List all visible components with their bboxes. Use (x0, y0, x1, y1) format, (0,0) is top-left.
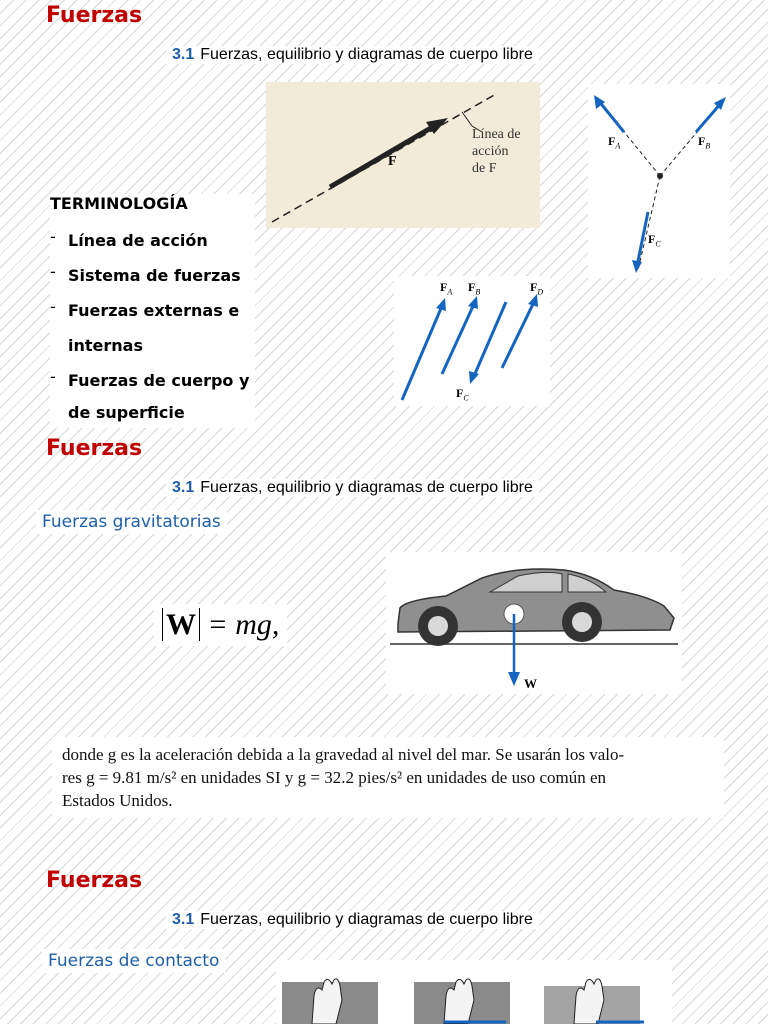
label-sub: D (537, 287, 544, 297)
label-fd (530, 280, 543, 296)
car-illustration (386, 552, 682, 694)
term-item: - Sistema de fuerzas (50, 258, 249, 293)
paragraph-line: res g = 9.81 m/s² en unidades SI y g = 32.2 pies/s² en unidades de uso común en (62, 768, 607, 787)
formula-rhs: = mg, (207, 608, 280, 641)
slide3-title: Fuerzas (46, 868, 143, 893)
slide1-title: Fuerzas (46, 3, 143, 28)
label-f: F (698, 134, 706, 148)
weight-formula (154, 604, 287, 646)
label-fb (698, 134, 710, 150)
section-number: 3.1 (172, 46, 195, 63)
slide3-section-heading (166, 911, 539, 929)
paragraph-line: Estados Unidos. (62, 791, 173, 810)
label-fa (440, 280, 452, 296)
term-item-continuation: internas (68, 336, 143, 355)
label-f: F (648, 232, 656, 246)
slide1-section-heading (166, 46, 539, 64)
formula-lhs: W (162, 608, 200, 641)
weight-label: W (524, 676, 537, 691)
section-number: 3.1 (172, 911, 195, 928)
label-sub: C (463, 393, 469, 403)
terminology-list (50, 194, 255, 428)
contact-forces-figure (276, 960, 672, 1024)
parallel-forces-figure (394, 276, 550, 406)
term-item: - Fuerzas de cuerpo y (50, 363, 249, 398)
slide2-title: Fuerzas (46, 436, 143, 461)
slide2-section-heading (166, 479, 539, 497)
section-text: Fuerzas, equilibrio y diagramas de cuerpo libre (200, 911, 533, 928)
force-label: F (388, 154, 397, 169)
note-line: acción (472, 144, 509, 159)
label-sub: C (655, 239, 661, 249)
gravity-paragraph (52, 737, 724, 818)
paragraph-line: donde g es la aceleración debida a la gravedad al nivel del mar. Se usarán los valo- (62, 745, 625, 764)
term-item-continuation: de superficie (68, 403, 185, 422)
label-fc (648, 232, 661, 248)
label-sub: A (447, 287, 453, 297)
car-weight-figure (386, 552, 682, 694)
section-text: Fuerzas, equilibrio y diagramas de cuerpo libre (200, 46, 533, 63)
term-item: - Fuerzas externas e (50, 293, 249, 328)
gravitational-forces-subtitle: Fuerzas gravitatorias (36, 510, 227, 534)
terminology-heading: TERMINOLOGÍA (50, 194, 188, 213)
label-f: F (608, 134, 616, 148)
concurrent-forces-figure (588, 84, 730, 278)
label-f: F (468, 280, 476, 294)
label-sub: B (475, 287, 481, 297)
label-fc (456, 386, 469, 402)
label-sub: B (705, 141, 711, 151)
section-number: 3.1 (172, 479, 195, 496)
label-f: F (456, 386, 464, 400)
note-line: Línea de (472, 127, 521, 142)
contact-forces-subtitle: Fuerzas de contacto (42, 949, 225, 973)
line-of-action-figure (266, 82, 540, 228)
label-fb (468, 280, 480, 296)
label-f: F (530, 280, 538, 294)
label-sub: A (615, 141, 621, 151)
line-of-action-note (472, 126, 521, 177)
hands-on-wall-illustration (276, 960, 672, 1024)
note-line: de F (472, 161, 497, 176)
concurrent-forces-diagram (588, 84, 730, 278)
label-f: F (440, 280, 448, 294)
section-text: Fuerzas, equilibrio y diagramas de cuerpo libre (200, 479, 533, 496)
term-item: - Línea de acción (50, 223, 249, 258)
label-fa (608, 134, 620, 150)
